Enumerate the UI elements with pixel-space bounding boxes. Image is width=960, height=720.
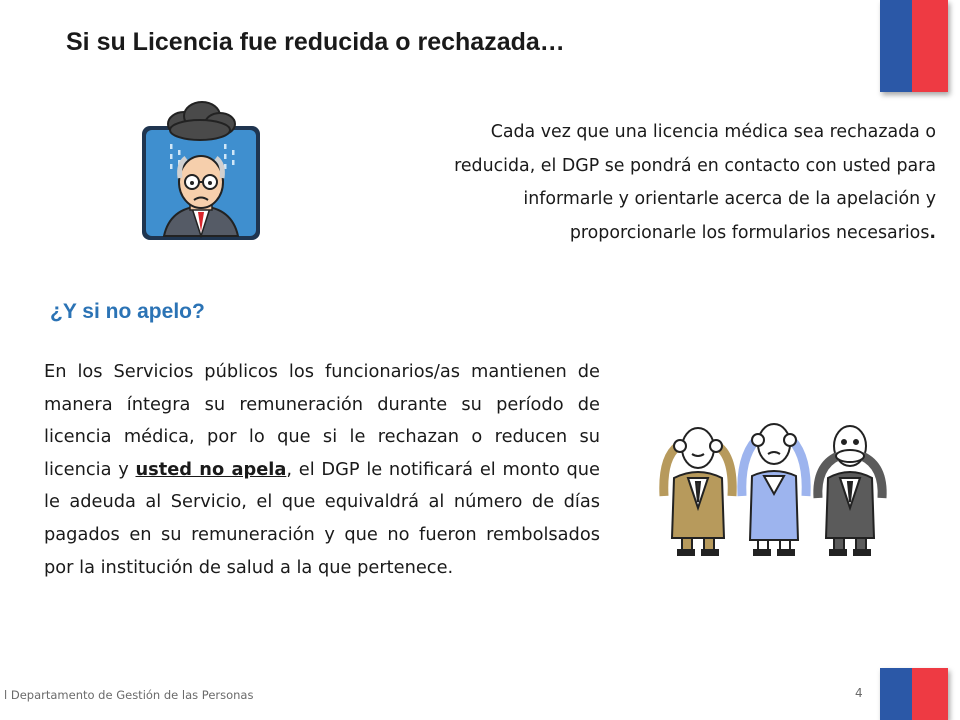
- flag-stripe-top: [880, 0, 948, 92]
- footer-department: l Departamento de Gestión de las Personas: [4, 688, 254, 702]
- intro-text: Cada vez que una licencia médica sea rechazada o reducida, el DGP se pondrá en contacto con usted para informarle y orientarle acerca de la apelación y proporcionarle los formularios necesarios: [454, 122, 936, 243]
- flag-stripe-bottom: [880, 668, 948, 720]
- three-men-hear-see-speak-no-evil-illustration: [658, 418, 890, 558]
- section-question: ¿Y si no apelo?: [50, 300, 205, 323]
- body-text-before: En los Servicios públicos los funcionarios/as mantienen de manera íntegra su remuneración durante su período de licencia médica, por lo que si le rechazan o reducen su licencia y: [44, 361, 600, 480]
- rain-cloud: [168, 102, 235, 140]
- man-under-rain-cloud-illustration: [140, 100, 262, 242]
- flag-blue-block: [880, 668, 912, 720]
- intro-end-mark: .: [929, 222, 936, 243]
- page-number: 4: [855, 686, 863, 700]
- man-see-no-evil: [742, 424, 806, 555]
- flag-blue-block: [880, 0, 912, 92]
- flag-red-block: [912, 668, 948, 720]
- slide-title: Si su Licencia fue reducida o rechazada…: [66, 28, 565, 56]
- man-speak-no-evil: [818, 426, 882, 555]
- body-paragraph: [44, 356, 600, 584]
- flag-red-block: [912, 0, 948, 92]
- body-text-after: , el DGP le notificará el monto que le adeuda al Servicio, el que equivaldrá al número de días pagados en su remuneración y que no fueron rembolsados por la institución de salud a la que pertenece.: [44, 458, 601, 578]
- intro-paragraph: [440, 116, 936, 250]
- man-hear-no-evil: [664, 428, 732, 555]
- body-emphasis: usted no apela: [135, 458, 287, 480]
